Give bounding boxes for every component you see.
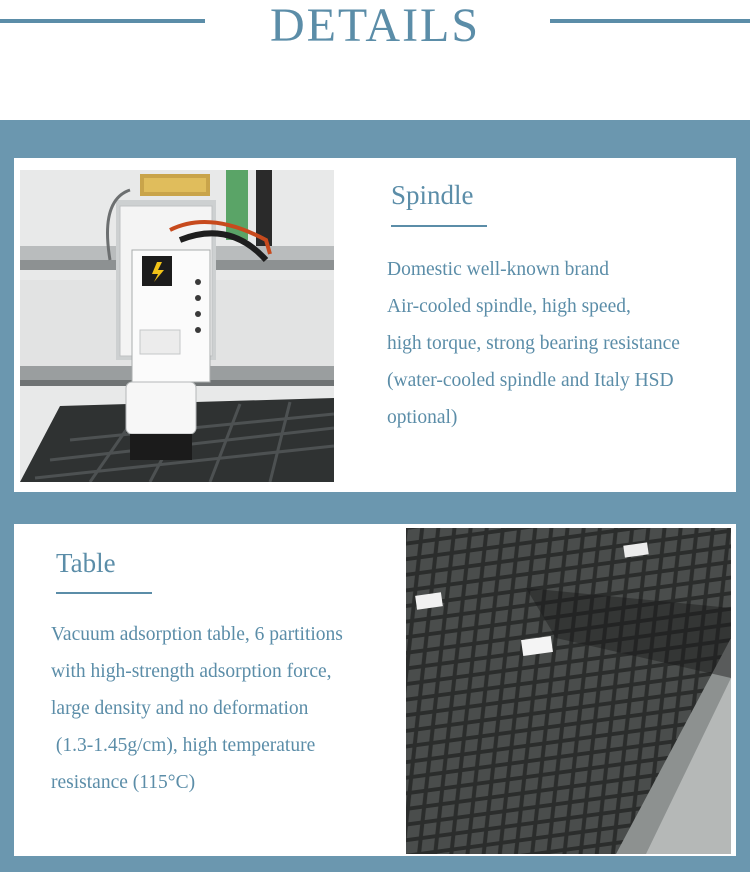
spindle-photo (20, 170, 334, 482)
spindle-title: Spindle (391, 180, 474, 210)
spindle-line: optional) (387, 407, 458, 428)
spindle-line: Domestic well-known brand (387, 259, 610, 280)
spindle-description (387, 251, 680, 436)
spindle-line: Air-cooled spindle, high speed, (387, 296, 631, 317)
header (0, 0, 750, 120)
table-line: Vacuum adsorption table, 6 partitions (51, 624, 343, 645)
page-title: DETAILS (269, 0, 481, 52)
table-line: with high-strength adsorption force, (51, 661, 332, 682)
table-line: resistance (115°C) (51, 772, 196, 793)
table-description (51, 616, 343, 801)
table-title: Table (56, 548, 116, 578)
vacuum-table-photo (406, 528, 731, 854)
spindle-line: high torque, strong bearing resistance (387, 333, 680, 354)
spindle-panel (14, 158, 736, 492)
vacuum-table-illustration (406, 528, 731, 854)
table-line: large density and no deformation (51, 698, 309, 719)
header-right-rule (550, 19, 750, 23)
spindle-title-underline (391, 225, 487, 227)
spindle-illustration (20, 170, 334, 482)
table-line: (1.3-1.45g/cm), high temperature (51, 735, 316, 756)
details-band (0, 120, 750, 872)
spindle-line: (water-cooled spindle and Italy HSD (387, 370, 674, 391)
table-title-underline (56, 592, 152, 594)
table-panel (14, 524, 736, 856)
